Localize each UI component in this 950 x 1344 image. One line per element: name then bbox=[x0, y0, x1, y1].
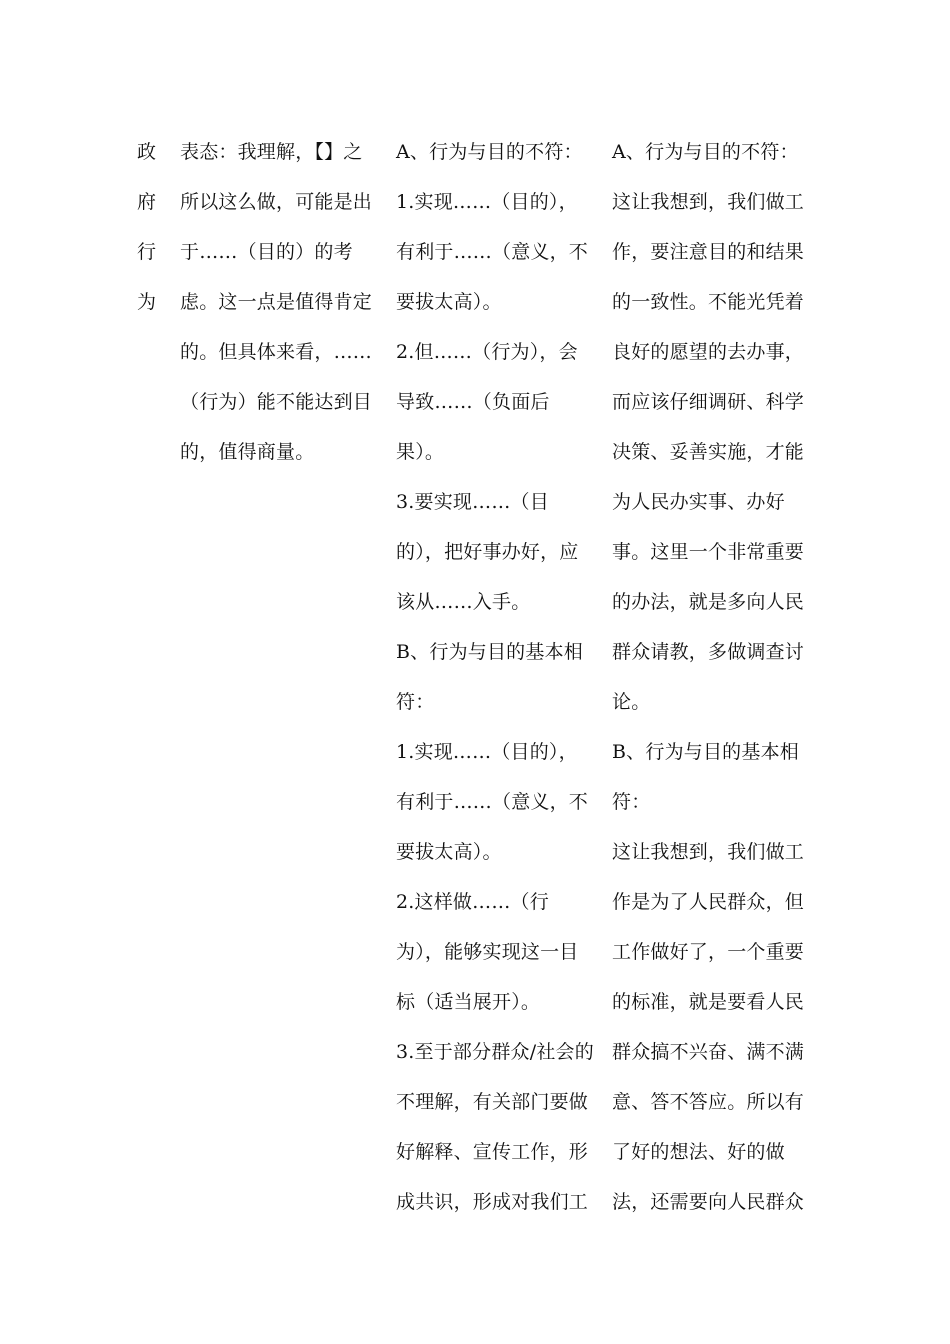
analysis-item: 2.但……（行为），会导致……（负面后果）。 bbox=[396, 341, 578, 463]
reflection-heading-b: B、行为与目的基本相符： bbox=[612, 741, 799, 813]
category-char: 为 bbox=[137, 291, 157, 313]
stance-paragraph: 表态：我理解，【】之所以这么做，可能是出于……（目的）的考虑。这一点是值得肯定的。但具体来看，……（行为）能不能达到目的，值得商量。 bbox=[180, 141, 373, 463]
category-char: 政 bbox=[137, 141, 157, 163]
reflection-paragraph: 这让我想到，我们做工作，要注意目的和结果的一致性。不能光凭着良好的愿望的去办事，而应该仔细调研、科学决策、妥善实施，才能为人民办实事、办好事。这里一个非常重要的办法，就是多向人民群众请教，多做调查讨论。 bbox=[612, 191, 805, 713]
analysis-item: 1.实现……（目的），有利于……（意义，不要拔太高）。 bbox=[396, 191, 589, 313]
analysis-heading-b: B、行为与目的基本相符： bbox=[396, 641, 583, 713]
stance-column bbox=[180, 127, 375, 477]
analysis-item: 3.至于部分群众/社会的不理解，有关部门要做好解释、宣传工作，形成共识，形成对我们工 bbox=[396, 1041, 594, 1213]
analysis-column bbox=[396, 127, 596, 1227]
analysis-heading-a: A、行为与目的不符： bbox=[396, 141, 583, 163]
category-char: 行 bbox=[137, 241, 157, 263]
analysis-item: 2.这样做……（行为），能够实现这一目标（适当展开）。 bbox=[396, 891, 579, 1013]
category-char: 府 bbox=[137, 191, 157, 213]
reflection-column bbox=[612, 127, 810, 1227]
analysis-item: 1.实现……（目的），有利于……（意义，不要拔太高）。 bbox=[396, 741, 589, 863]
category-label bbox=[137, 127, 161, 327]
reflection-paragraph: 这让我想到，我们做工作是为了人民群众，但工作做好了，一个重要的标准，就是要看人民群众搞不兴奋、满不满意、答不答应。所以有了好的想法、好的做法，还需要向人民群众 bbox=[612, 841, 805, 1213]
reflection-heading-a: A、行为与目的不符： bbox=[612, 141, 799, 163]
analysis-item: 3.要实现……（目的），把好事办好，应该从……入手。 bbox=[396, 491, 579, 613]
